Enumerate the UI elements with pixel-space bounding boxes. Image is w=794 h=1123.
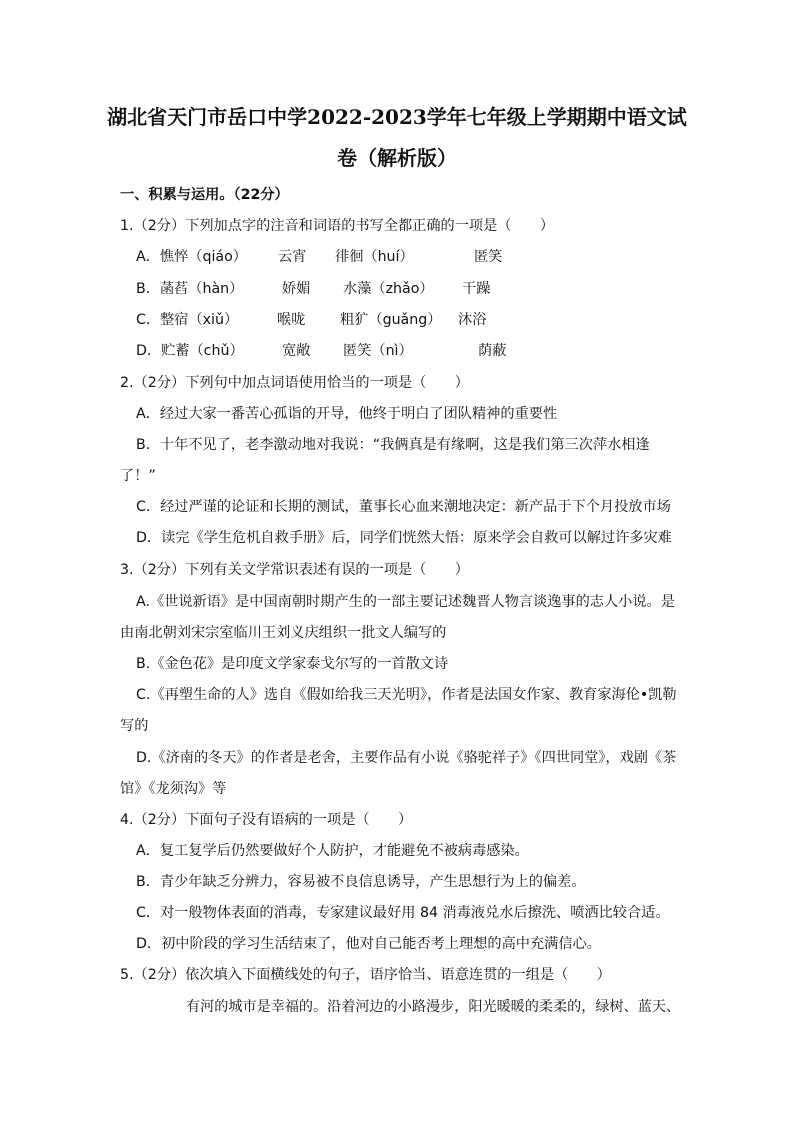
q1-option-b-word3: 水藻（zhǎo） <box>343 281 434 297</box>
q1-option-b-word4: 干躁 <box>462 281 491 297</box>
q2-option-c: C．经过严谨的论证和长期的测试，董事长心血来潮地决定：新产品于下个月投放市场 <box>136 499 671 515</box>
q2-option-a: A．经过大家一番苦心孤诣的开导，他终于明白了团队精神的重要性 <box>136 406 558 422</box>
exam-title-line1: 湖北省天门市岳口中学2022-2023学年七年级上学期期中语文试 <box>107 105 687 129</box>
q2-option-b-line2: 了！” <box>120 468 156 484</box>
q1-option-a-word2: 云宵 <box>278 249 307 265</box>
q3-option-a-line2: 由南北朝刘宋宗室临川王刘义庆组织一批文人编写的 <box>120 625 447 641</box>
q1-option-a-label: A．憔悴（qiáo） <box>136 249 247 265</box>
question-1-stem: 1.（2分）下列加点字的注音和词语的书写全都正确的一项是（ ） <box>120 218 555 234</box>
q1-option-c-label: C．整宿（xiǔ） <box>136 312 239 328</box>
exam-title-line2: 卷（解析版） <box>337 146 457 170</box>
q1-option-d-word2: 宽敞 <box>282 343 311 359</box>
question-3-stem: 3.（2分）下列有关文学常识表述有误的一项是（ ） <box>120 562 469 578</box>
q2-option-b-line1: B．十年不见了，老李激动地对我说：“我俩真是有缘啊，这是我们第三次萍水相逢 <box>136 437 650 453</box>
q1-option-b-word2: 娇媚 <box>282 281 311 297</box>
question-2-stem: 2.（2分）下列句中加点词语使用恰当的一项是（ ） <box>120 375 469 391</box>
question-4-stem: 4.（2分）下面句子没有语病的一项是（ ） <box>120 812 413 828</box>
q1-option-d-label: D．贮蓄（chǔ） <box>136 343 244 359</box>
q1-option-d-word3: 匿笑（nì） <box>343 343 413 359</box>
q1-option-c-word2: 喉咙 <box>277 312 306 328</box>
q1-option-a-word3: 徘徊（huí） <box>335 249 414 265</box>
q2-option-d: D．读完《学生危机自救手册》后，同学们恍然大悟：原来学会自救可以解过许多灾难 <box>136 530 672 546</box>
q3-option-a-line1: A.《世说新语》是中国南朝时期产生的一部主要记述魏晋人物言谈逸事的志人小说。是 <box>136 594 675 610</box>
q1-option-a-word4: 匿笑 <box>474 249 503 265</box>
q1-option-c-word4: 沐浴 <box>458 312 487 328</box>
q3-option-d-line2: 馆》《龙须沟》等 <box>120 781 227 797</box>
q5-passage: 有河的城市是幸福的。沿着河边的小路漫步，阳光暖暖的柔柔的，绿树、蓝天、 <box>186 999 681 1015</box>
q3-option-c-line1: C.《再塑生命的人》选自《假如给我三天光明》，作者是法国女作家、教育家海伦•凯勒 <box>136 687 677 703</box>
q1-option-b-label: B．菡萏（hàn） <box>136 281 244 297</box>
q4-option-d: D．初中阶段的学习生活结束了，他对自己能否考上理想的高中充满信心。 <box>136 936 601 952</box>
question-5-stem: 5.（2分）依次填入下面横线处的句子，语序恰当、语意连贯的一组是（ ） <box>120 967 611 983</box>
q3-option-c-line2: 写的 <box>120 718 149 734</box>
q3-option-b: B.《金色花》是印度文学家泰戈尔写的一首散文诗 <box>136 656 449 672</box>
q1-option-c-word3: 粗犷（guǎng） <box>340 312 442 328</box>
q4-option-a: A．复工复学后仍然要做好个人防护，才能避免不被病毒感染。 <box>136 843 529 859</box>
q4-option-c: C．对一般物体表面的消毒，专家建议最好用 84 消毒液兑水后擦洗、喷洒比较合适。 <box>136 905 670 921</box>
section-heading: 一、积累与运用。（22分） <box>120 187 289 203</box>
q1-option-d-word4: 荫蔽 <box>478 343 507 359</box>
q4-option-b: B．青少年缺乏分辨力，容易被不良信息诱导，产生思想行为上的偏差。 <box>136 874 586 890</box>
q3-option-d-line1: D.《济南的冬天》的作者是老舍，主要作品有小说《骆驼祥子》《四世同堂》，戏剧《茶 <box>136 750 677 766</box>
